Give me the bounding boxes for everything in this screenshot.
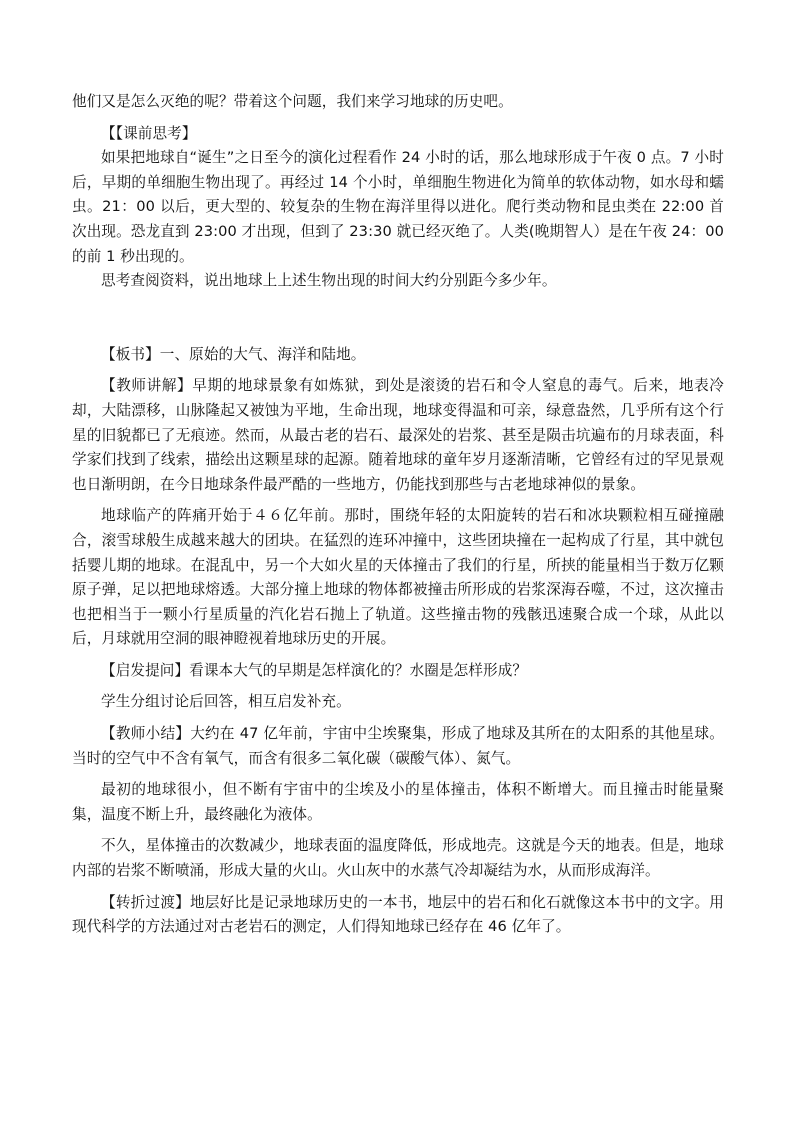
prethink-task: 思考查阅资料，说出地球上上述生物出现的时间大约分别距今多少年。 <box>101 272 557 290</box>
birth-paragraph: 地球临产的阵痛开始于４６亿年前。那时，围绕年轻的太阳旋转的岩石和冰块颗粒相互碰撞融合，滚雪球般生成越来越大的团块。在猛烈的连环冲撞中，这些团块撞在一起构成了行星，其中就包括婴儿期的地球。在混乱中，另一个大如火星的天体撞击了我们的行星，所挟的能量相当于数万亿颗原子弹，足以把地球熔透。大部分撞上地球的物体都被撞击所形成的岩浆深海吞噬，不过，这次撞击也把相当于一颗小行星质量的汽化岩石抛上了轨道。这些撞击物的残骸迅速聚合成一个球，从此以后，月球就用空洞的眼神瞪视着地球历史的开展。 <box>72 507 724 648</box>
teacher-lecture-tag: 【教师讲解】 <box>101 377 193 395</box>
teacher-lecture-text: 早期的地球景象有如炼狱，到处是滚烫的岩石和令人窒息的毒气。后来，地表冷却，大陆漂移，山脉隆起又被蚀为平地，生命出现，地球变得温和可亲，绿意盎然，几乎所有这个行星的旧貌都已了无痕迹。然而，从最古老的岩石、最深处的岩浆、甚至是陨击坑遍布的月球表面，科学家们找到了线索，描绘出这颗星球的起源。随着地球的童年岁月逐渐清晰，它曾经有过的罕见景观也日渐明朗，在今日地球条件最严酷的一些地方，仍能找到那些与古老地球神似的景象。 <box>72 377 724 493</box>
teacher-summary-text: 大约在 47 亿年前，宇宙中尘埃聚集，形成了地球及其所在的太阳系的其他星球。当时的空气中不含有氧气，而含有很多二氧化碳（碳酸气体）、氮气。 <box>72 725 724 767</box>
student-discussion: 学生分组讨论后回答，相互启发补充。 <box>101 693 351 711</box>
board-tag: 【板书】 <box>101 345 160 363</box>
prethink-heading <box>72 122 724 147</box>
earth-growth-paragraph: 最初的地球很小，但不断有宇宙中的尘埃及小的星体撞击，体积不断增大。而且撞击时能量聚集，温度不断上升，最终融化为液体。 <box>72 781 724 823</box>
inspire-question-text: 看课本大气的早期是怎样演化的？水圈是怎样形成？ <box>189 661 528 679</box>
teacher-lecture-paragraph <box>72 374 724 497</box>
teacher-summary-paragraph <box>72 722 724 771</box>
prethink-body: 如果把地球自“诞生”之日至今的演化过程看作 24 小时的话，那么地球形成于午夜 0 点。7 小时后，早期的单细胞生物出现了。再经过 14 个小时，单细胞生物进化为简单的软体动物，如水母和蠕虫。21：00 以后，更大型的、较复杂的生物在海洋里得以进化。爬行类动物和昆虫类在 22:00 首次出现。恐龙直到 23:00 才出现，但到了 23:30 就已经灭绝了。人类(晚期智人）是在午夜 24：00 的前 1 秒出现的。 <box>72 149 724 265</box>
board-text: 一、原始的大气、海洋和陆地。 <box>159 345 366 363</box>
transition-text: 地层好比是记录地球历史的一本书，地层中的岩石和化石就像这本书中的文字。用现代科学的方法通过对古老岩石的测定，人们得知地球已经存在 46 亿年了。 <box>72 893 724 936</box>
intro-line: 他们又是怎么灭绝的呢？带着这个问题，我们来学习地球的历史吧。 <box>72 93 513 110</box>
inspire-question-paragraph <box>72 659 724 684</box>
inspire-question-tag: 【启发提问】 <box>101 661 190 679</box>
transition-tag: 【转折过渡】 <box>101 893 191 911</box>
teacher-summary-tag: 【教师小结】 <box>101 725 191 743</box>
document-body <box>72 90 724 940</box>
board-heading <box>72 343 724 368</box>
transition-paragraph <box>72 891 724 940</box>
prethink-tag: 【【课前思考】 <box>101 124 197 142</box>
crust-ocean-paragraph: 不久，星体撞击的次数减少，地球表面的温度降低，形成地壳。这就是今天的地表。但是，地球内部的岩浆不断喷涌，形成大量的火山。火山灰中的水蒸气冷却凝结为水，从而形成海洋。 <box>72 837 724 880</box>
